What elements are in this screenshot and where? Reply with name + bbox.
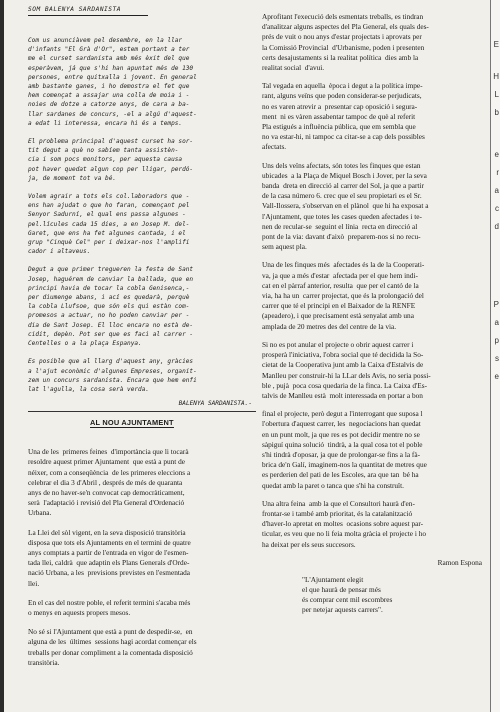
margin-glyph: a xyxy=(494,186,499,195)
margin-glyph: c xyxy=(495,204,499,213)
closing-quote: "L'Ajuntament elegit el que haurà de pensar més és comprar cent mil escombres per netejar aquests carrers". xyxy=(302,574,393,615)
article-paragraph: Una de les primeres feines d'importància que li tocarà resoldre aquest primer Ajuntament que està a punt de néixer, com a conseqüència de les primeres eleccions a celebrar el dia 3 d'Abril , després de més de quaranta anys de no haver-se'n convocat cap democràticament, serà l'adaptació i revisió del Pla General d'Ordenació Urbana. xyxy=(28,447,191,518)
margin-glyph: L xyxy=(494,90,499,99)
adjacent-page-strip xyxy=(490,0,500,712)
typed-paragraph: Es posible que al llarg d'aquest any, gràcies a l'ajut econòmic d'algunes Empreses, organit- zem un concurs sardanista. Encara que hem enfi lat l'agulla, la cosa serà verda. xyxy=(28,358,197,393)
article-paragraph: final el projecte, però degut a l'interrogant que suposa l l'obertura d'aquest carrer, les negociacions han quedat en un punt molt, ja que res es pot decidir mentre no se sàpiguí quina solució tindrà, a la qual cosa tot el poble s'hi tindrà d'oposar, ja que de prolongar-se fins a la fà- brica de'n Galí, imaginem-nos la quantitat de metres que es perderien del pati de les Escoles, ara que tan bé ha quedat amb la paret o tanca que s'hi ha construït. xyxy=(262,409,427,490)
margin-glyph: E xyxy=(493,40,499,49)
divider xyxy=(28,411,256,412)
article-paragraph: Aprofitant l'execució dels esmentats treballs, es tindran d'analitzar alguns aspectes del Pla General, els quals des- prés de vuit o nou anys d'estar projectats i aprovats per la Comissió Provincial d'Urbanisme, poden i presenten certs desajustaments si la realitat política dies amb la realitat social d'avui. xyxy=(262,12,429,73)
margin-glyph: e xyxy=(494,150,499,159)
margin-glyph: r xyxy=(496,168,499,177)
margin-glyph: s xyxy=(495,354,499,363)
article-paragraph: Una altra feina amb la que el Consultori haurà d'en- frontar-se i també amb prioritat, és la catalanització d'haver-lo apretat en moltes ocasions sobre aquest par- ticular, es veu que no li feia molta gràcia el projecte i ho ha deixat per els seus succesors. xyxy=(262,498,427,549)
typed-paragraph: Degut a que primer tregueren la festa de Sant Josep, haguérem de canviar la ballada, que en principi havia de tocar la cobla Genisenca,- per diumenge abans, i ací es quedarà, perquè la cobla Llufsoe, que són els qui estàn com- promesos a actuar, no ho poden canviar per - dia de Sant Josep. El lloc encara no està de- cidit, depèn. Pot ser que es faci al carrer - Centelles o a la plaça Espanya. xyxy=(28,266,194,348)
typed-paragraph: El problema principal d'aquest curset ha sor- tit degut a què no sabíem tanta assistèn- cia i som pocs monitors, per aquesta causa pot haver quedat algun cop per lligar, perdó- ja, de moment tot va bé. xyxy=(28,138,194,182)
right-column xyxy=(262,12,488,616)
article-author: Ramon Espona xyxy=(437,557,482,567)
margin-glyph: H xyxy=(493,72,499,81)
typed-paragraph: Volem agrair a tots els col.laboradors que - ens han ajudat o que ho faran, començant pel Senyor Sadurní, el qual ens passa algunes - pel.lícules cada 15 dies, a en Josep M. del- Garet, que ens ha fet algunes cantada, i el grup "Cinquè Cel" per i deixar-nos l'amplifi cador i altaveus. xyxy=(28,193,190,256)
left-column xyxy=(28,6,254,668)
section-header: SOM BALENYA SARDANISTA xyxy=(28,6,148,16)
margin-glyph: d xyxy=(494,222,499,231)
margin-glyph: b xyxy=(494,108,499,117)
article-paragraph: La Llei del sòl vigent, en la seva disposició transitòria disposa que tots els Ajuntaments en el termini de quatre anys comptats a partir de l'entrada en vigor de l'esmen- tada llei, caldrà que adaptin els Plans Generals d'Orde- nació Urbana, a les previsions previstes en l'esmentada llei. xyxy=(28,527,191,588)
margin-glyph: e xyxy=(494,372,499,381)
margin-glyph: a xyxy=(494,318,499,327)
typed-paragraph: Com us anunciàvem pel desembre, en la llar d'infants "El Grà d'Or", estem portant a ter me el curset sardanista amb més èxit del que esperàvem, já que s'hi han apuntat més de 130 persones, entre quitxalla i jovent. En general amb bastante ganes, i ho demostra el fet que hem començat a assajar una colla de moia i - noies de dotze a catorze anys, de cara a ba- llar sardanes de concurs, -el a algú d'aquest- a edat li interessa, encara hi és a temps. xyxy=(28,37,197,127)
page-edge xyxy=(0,0,4,712)
article-paragraph: No sé si l'Ajuntament que està a punt de despedir-se, en alguna de les últimes sessions hagi acordat començar els treballs per donar compliment a la comentada disposició transitòria. xyxy=(28,627,197,667)
article-paragraph: Una de les finques més afectades és la de la Cooperati- va, ja que a més d'estar afectada per el que hem indi- cat en el pàrraf anterior, resulta que per el cantó de la via, ha ha un carrer projectat, que és la prolongació del carrer que té el principi en el Baixador de la RENFE (apeadero), i que precisament està senyalat amb una amplada de 20 metres des del centre de la via. xyxy=(262,260,425,331)
article-paragraph: En el cas del nostre poble, el referit termini s'acaba més o menys en aquests propers mesos. xyxy=(28,597,191,617)
margin-glyph: P xyxy=(493,300,499,309)
margin-glyph: p xyxy=(494,336,499,345)
article-title: AL NOU AJUNTAMENT xyxy=(90,418,174,428)
article-paragraph: Uns dels veïns afectats, són totes les finques que estan ubicades a la Plaça de Miquel Bosch i Jover, per la seva banda dreta en direcció al carrer del Sol, ja que a partir de la casa número 6. crec que el seu propietari es el Sr. Vall-Ilossera, s'observan en el plànol que hi ha exposat a l'Ajuntament, que totes les cases queden afectades i te- nen de recular-se seguint el línia recta en direcció al pont de la via: davant d'això preparem-nos si no recu- sem aquest pla. xyxy=(262,160,429,252)
section-signoff: BALENYA SARDANISTA.- xyxy=(178,400,252,408)
article-paragraph: Tal vegada en aquella època i degut a la política impe- rant, alguns veïns que poden considerar-se perjudicats, no es varen atrevir a presentar cap oposició i segura- ment ni es vàren assabentar tampoc de què al referit Pla estigués a influència pública, que em sembla que no va estar-hi, ni tampoc ca citar-se a cap dels possibles afectats. xyxy=(262,81,425,152)
article-paragraph: Si no es pot anular el projecte o obrir aquest carrer i prosperà l'iniciativa, l'obra social que té decidida la So- cietat de la Cooperativa junt amb la Caixa d'Estalvis de Manlleu per construir-hi la LLar dels Avis, no seria possi- ble , pujà poca cosa quedaria de la finca. La Caixa d'Es- talvis de Manlleu està molt interessada en portar a bon xyxy=(262,339,431,400)
